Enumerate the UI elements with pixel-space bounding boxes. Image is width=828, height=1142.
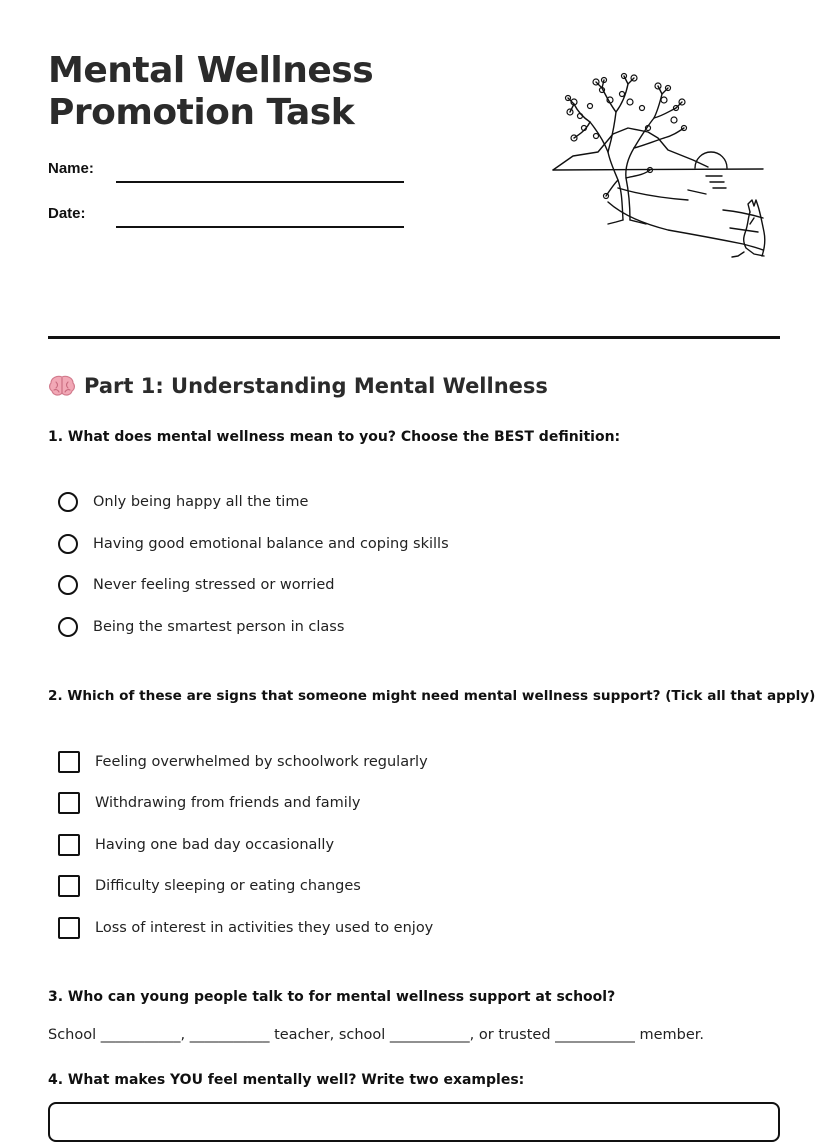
title-line-2: Promotion Task — [48, 92, 355, 133]
q2-option-label: Having one bad day occasionally — [95, 837, 335, 853]
q2-option-label: Loss of interest in activities they used to enjoy — [95, 920, 434, 936]
title-line-1: Mental Wellness — [48, 50, 374, 91]
question-1: 1. What does mental wellness mean to you? Choose the BEST definition: — [48, 429, 621, 445]
question-2: 2. Which of these are signs that someone might need mental wellness support? (Tick all that apply) — [48, 688, 816, 704]
q1-option-label: Having good emotional balance and coping skills — [93, 536, 449, 552]
name-input-line[interactable] — [116, 181, 404, 183]
tree-kangaroo-sunset-illustration — [518, 72, 768, 260]
q2-option-label: Difficulty sleeping or eating changes — [95, 878, 361, 894]
name-field — [48, 160, 408, 190]
q2-option-4[interactable] — [58, 874, 361, 898]
radio-button[interactable] — [58, 617, 78, 637]
section-divider — [48, 336, 780, 339]
date-input-line[interactable] — [116, 226, 404, 228]
brain-icon — [48, 374, 76, 398]
q1-option-4[interactable] — [58, 615, 344, 639]
checkbox[interactable] — [58, 875, 80, 897]
checkbox[interactable] — [58, 792, 80, 814]
checkbox[interactable] — [58, 751, 80, 773]
radio-button[interactable] — [58, 534, 78, 554]
date-field — [48, 205, 408, 235]
q1-option-label: Only being happy all the time — [93, 494, 309, 510]
question-3: 3. Who can young people talk to for mental wellness support at school? — [48, 989, 616, 1005]
q1-option-1[interactable] — [58, 490, 308, 514]
page-title — [48, 50, 468, 134]
q1-option-3[interactable] — [58, 573, 335, 597]
radio-button[interactable] — [58, 575, 78, 595]
radio-button[interactable] — [58, 492, 78, 512]
q2-option-2[interactable] — [58, 791, 360, 815]
checkbox[interactable] — [58, 834, 80, 856]
worksheet-page — [48, 0, 816, 1118]
q1-option-label: Never feeling stressed or worried — [93, 577, 335, 593]
checkbox[interactable] — [58, 917, 80, 939]
q2-option-1[interactable] — [58, 750, 428, 774]
name-label: Name: — [48, 160, 94, 177]
q1-option-2[interactable] — [58, 532, 449, 556]
q1-option-label: Being the smartest person in class — [93, 619, 345, 635]
q2-option-3[interactable] — [58, 833, 334, 857]
q2-option-label: Feeling overwhelmed by schoolwork regularly — [95, 754, 428, 770]
part1-heading-text: Part 1: Understanding Mental Wellness — [84, 374, 548, 398]
q4-answer-box[interactable] — [48, 1102, 780, 1142]
q3-fill-in-sentence[interactable]: School ___________, ___________ teacher, school ___________, or trusted ___________ member. — [48, 1027, 705, 1043]
part1-heading — [48, 374, 548, 398]
date-label: Date: — [48, 205, 86, 222]
question-4: 4. What makes YOU feel mentally well? Write two examples: — [48, 1072, 525, 1088]
q2-option-5[interactable] — [58, 916, 433, 940]
q2-option-label: Withdrawing from friends and family — [95, 795, 361, 811]
